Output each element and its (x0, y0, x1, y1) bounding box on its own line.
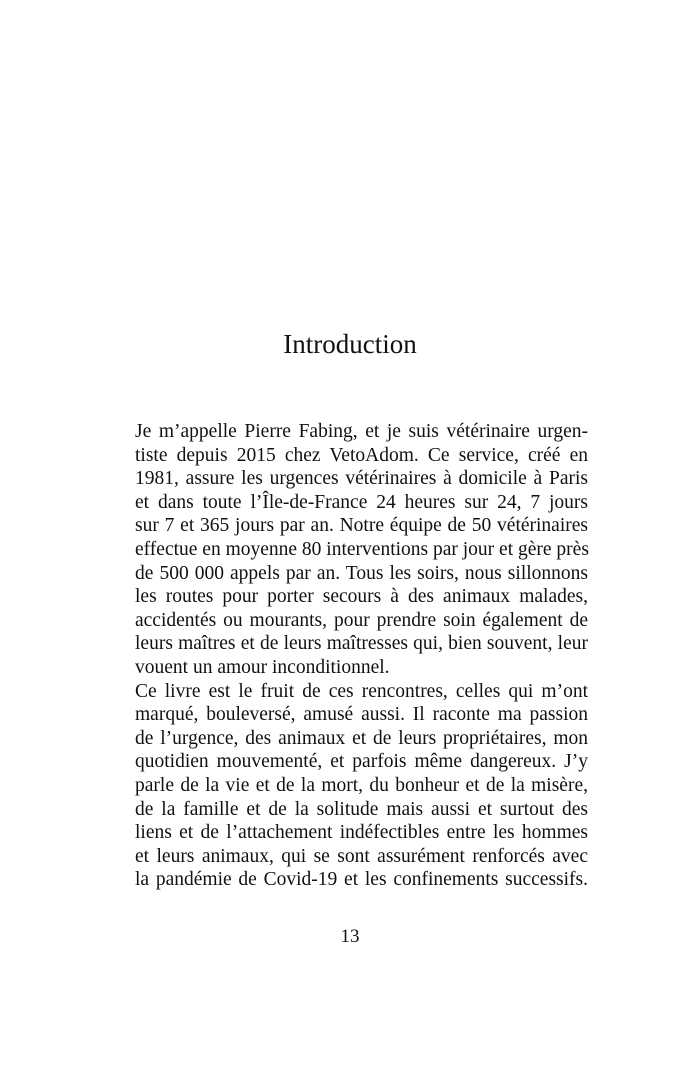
text-line: sur 7 et 365 jours par an. Notre équipe de 50 vétérinaires (135, 515, 588, 537)
text-line: vouent un amour inconditionnel. (135, 656, 390, 678)
paragraph-2 (115, 680, 588, 892)
text-line: leurs maîtres et de leurs maîtresses qui, bien souvent, leur (135, 633, 588, 655)
text-line: de 500 000 appels par an. Tous les soirs, nous sillonnons (135, 562, 588, 584)
text-line: les routes pour porter secours à des animaux malades, (135, 586, 588, 608)
text-line: de la famille et de la solitude mais aussi et surtout des (135, 798, 588, 820)
paragraph-1 (115, 420, 588, 680)
text-line: 1981, assure les urgences vétérinaires à domicile à Paris (135, 468, 588, 490)
text-line: liens et de l’attachement indéfectibles entre les hommes (135, 822, 588, 844)
page-number: 13 (340, 926, 360, 947)
text-line: parle de la vie et de la mort, du bonheur et de la misère, (135, 774, 588, 796)
text-line: la pandémie de Covid-19 et les confinements successifs. (135, 869, 588, 891)
text-line: et leurs animaux, qui se sont assurément renforcés avec (135, 845, 588, 867)
text-line: Je m’appelle Pierre Fabing, et je suis vétérinaire urgen- (135, 421, 588, 442)
text-line: de l’urgence, des animaux et de leurs propriétaires, mon (135, 727, 588, 749)
text-line: et dans toute l’Île-de-France 24 heures sur 24, 7 jours (135, 491, 588, 513)
chapter-title: Introduction (283, 329, 417, 359)
text-line: accidentés ou mourants, pour prendre soin également de (135, 609, 588, 631)
text-line: Ce livre est le fruit de ces rencontres, celles qui m’ont (135, 680, 588, 702)
text-line: quotidien mouvementé, et parfois même dangereux. J’y (135, 751, 588, 773)
body-text (115, 420, 588, 892)
text-line: effectue en moyenne 80 interventions par jour et gère près (135, 538, 589, 560)
text-line: marqué, bouleversé, amusé aussi. Il raconte ma passion (135, 704, 588, 726)
text-line: tiste depuis 2015 chez VetoAdom. Ce service, créé en (135, 444, 588, 466)
